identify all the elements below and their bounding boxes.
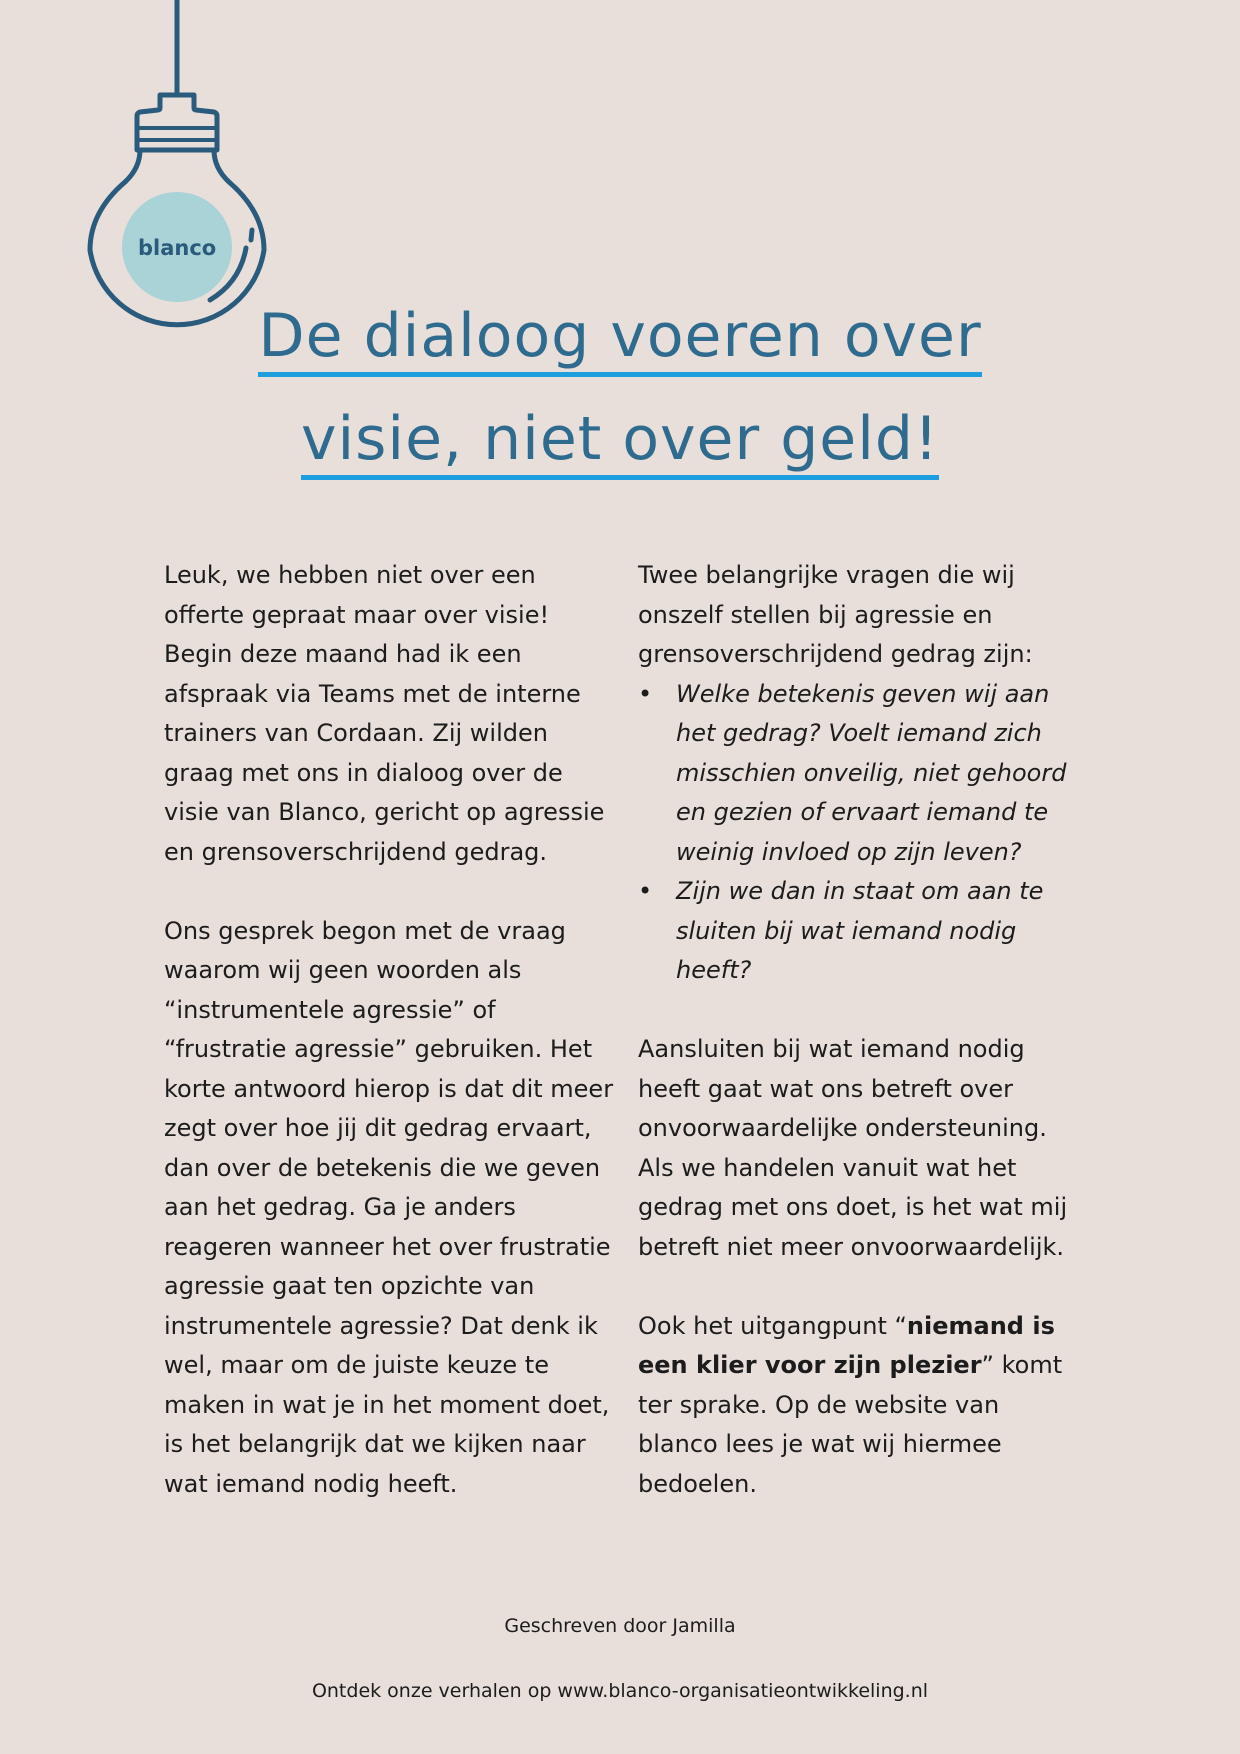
right-intro: Twee belangrijke vragen die wij onszelf stellen bij agressie en grensoverschrijdend gedrag zijn: bbox=[638, 561, 1033, 668]
lightbulb-logo bbox=[80, 0, 280, 340]
bulb-glare-2 bbox=[251, 230, 252, 240]
title-line-2-text: visie, niet over geld! bbox=[301, 403, 939, 480]
question-text: Welke betekenis geven wij aan het gedrag? Voelt iemand zich misschien onveilig, niet gehoord en gezien of ervaart iemand te weinig invloed op zijn leven? bbox=[676, 679, 1067, 866]
right-paragraph-2: Aansluiten bij wat iemand nodig heeft gaat wat ons betreft over onvoorwaardelijke ondersteuning. Als we handelen vanuit wat het gedrag met ons doet, is het wat mij betreft niet meer onvoorwaardelijk. bbox=[638, 1035, 1068, 1261]
left-paragraph-2: Ons gesprek begon met de vraag waarom wij geen woorden als “instrumentele agressie” of “frustratie agressie” gebruiken. Het korte antwoord hierop is dat dit meer zegt over hoe jij dit gedrag ervaart, dan over de betekenis die we geven aan het gedrag. Ga je anders reageren wanneer het over frustratie agressie gaat ten opzichte van instrumentele agressie? Dat denk ik wel, maar om de juiste keuze te maken in wat je in het moment doet, is het belangrijk dat we kijken naar wat iemand nodig heeft. bbox=[164, 916, 614, 1498]
right-paragraph-3 bbox=[638, 1307, 1078, 1505]
list-item bbox=[638, 675, 1078, 873]
p3-tail: ” komt ter sprake. Op de website van blanco lees je wat wij hiermee bedoelen. bbox=[638, 1351, 1063, 1498]
bullet-icon: • bbox=[638, 877, 653, 905]
logo-text: blanco bbox=[138, 236, 217, 260]
list-item bbox=[638, 872, 1078, 991]
right-column bbox=[638, 556, 1078, 1544]
page-title-line-2 bbox=[200, 403, 1040, 480]
left-column bbox=[164, 556, 614, 1544]
page-title-line-1 bbox=[200, 300, 1040, 377]
website-line: Ontdek onze verhalen op www.blanco-organisatieontwikkeling.nl bbox=[311, 1680, 929, 1702]
p3-quote-bold: niemand is een klier voor zijn plezier bbox=[638, 1311, 1055, 1379]
question-list bbox=[638, 675, 1078, 991]
byline: Geschreven door Jamilla bbox=[504, 1615, 736, 1637]
p3-lead: Ook het uitgangpunt “ bbox=[638, 1311, 907, 1340]
question-text: Zijn we dan in staat om aan te sluiten bij wat iemand nodig heeft? bbox=[676, 877, 1044, 984]
left-paragraph-1: Leuk, we hebben niet over een offerte gepraat maar over visie! Begin deze maand had ik een afspraak via Teams met de interne trainers van Cordaan. Zij wilden graag met ons in dialoog over de visie van Blanco, gericht op agressie en grensoverschrijdend gedrag. bbox=[164, 561, 605, 866]
title-line-1-text: De dialoog voeren over bbox=[258, 300, 981, 377]
bullet-icon: • bbox=[638, 679, 653, 708]
